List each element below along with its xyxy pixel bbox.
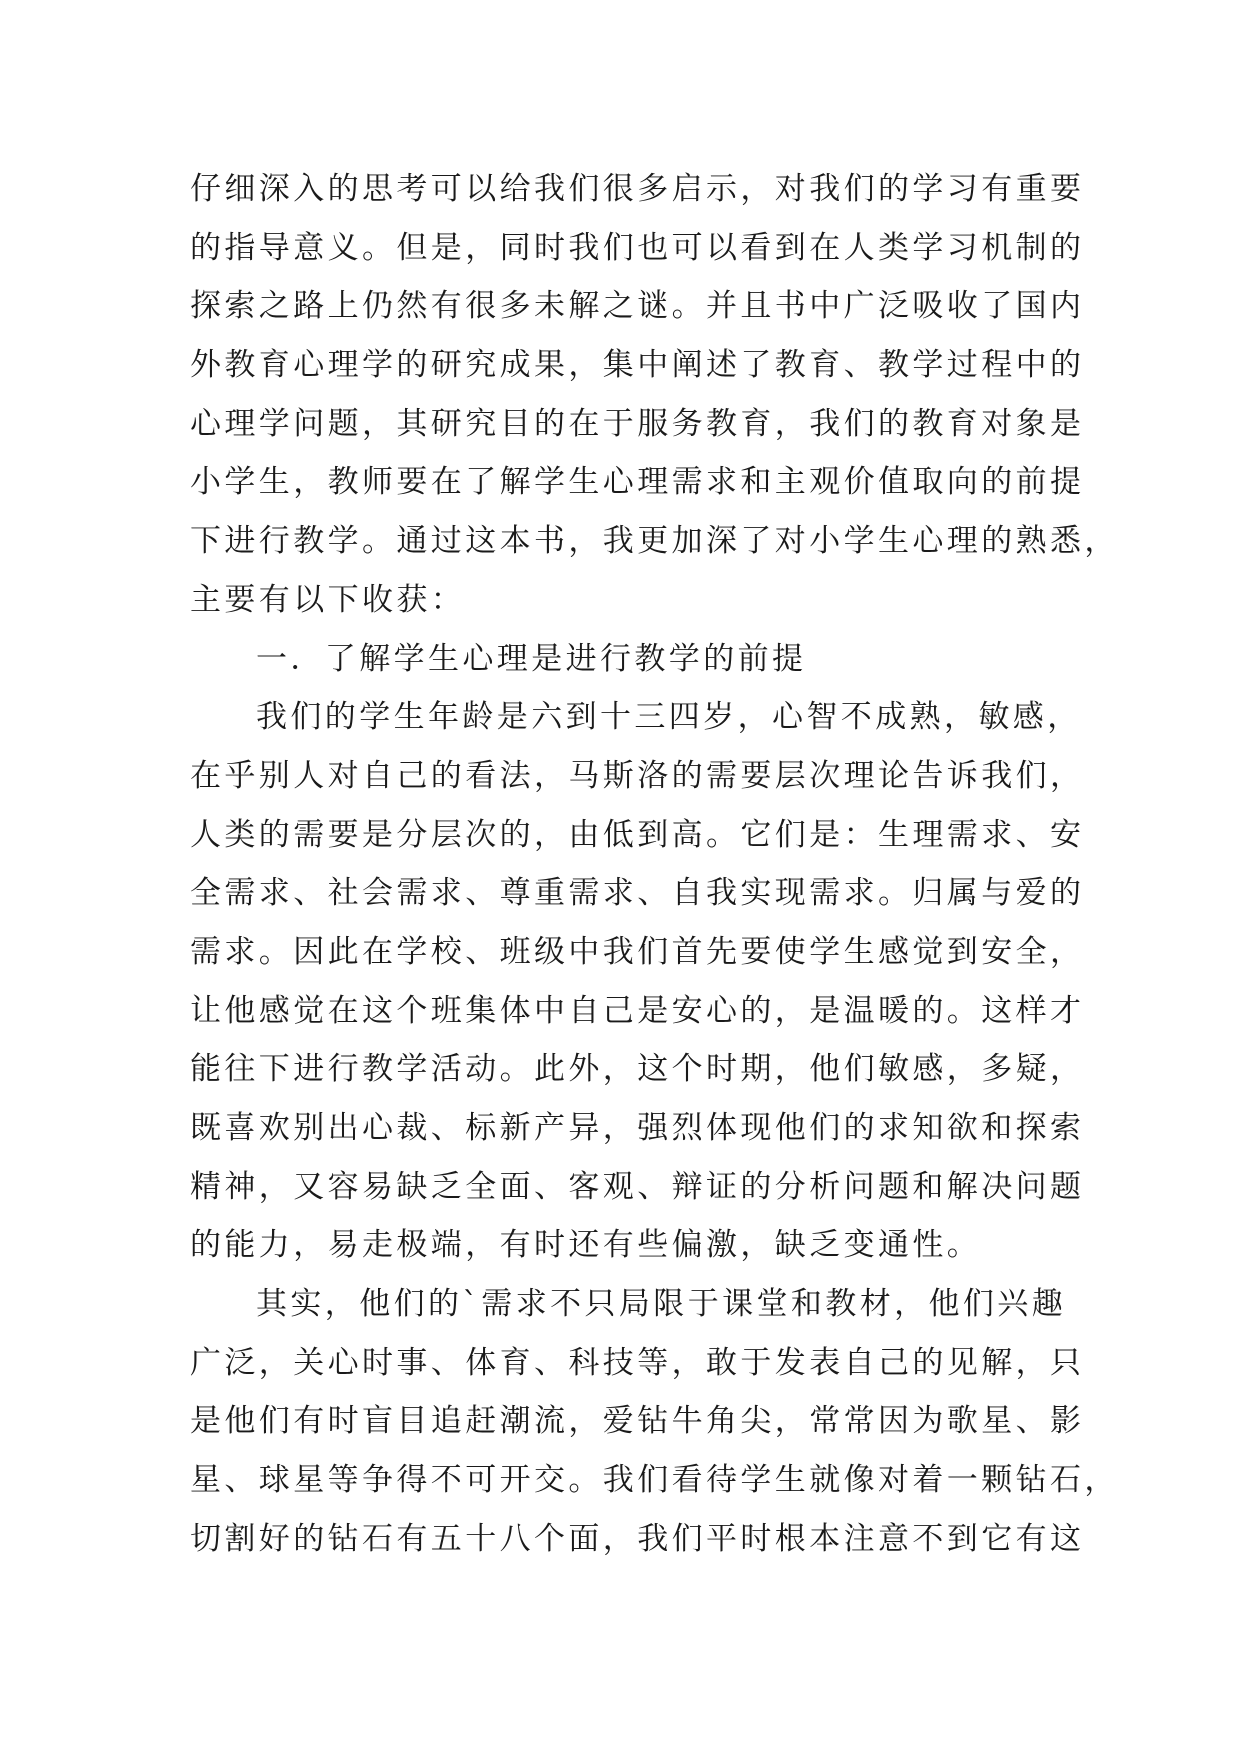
text-line: 是他们有时盲目追赶潮流，爱钻牛角尖，常常因为歌星、影 [190, 1403, 1085, 1440]
text-line: 需求。因此在学校、班级中我们首先要使学生感觉到安全， [190, 933, 1085, 970]
text-line: 在乎别人对自己的看法，马斯洛的需要层次理论告诉我们， [190, 757, 1085, 794]
text-line: 的能力，易走极端，有时还有些偏激，缺乏变通性。 [190, 1227, 982, 1264]
text-line: 让他感觉在这个班集体中自己是安心的，是温暖的。这样才 [190, 992, 1085, 1029]
text-line: 人类的需要是分层次的，由低到高。它们是：生理需求、安 [190, 816, 1085, 853]
text-line: 全需求、社会需求、尊重需求、自我实现需求。归属与爱的 [190, 875, 1085, 912]
text-line: 心理学问题，其研究目的在于服务教育，我们的教育对象是 [190, 405, 1085, 442]
text-line: 我们的学生年龄是六到十三四岁，心智不成熟，敏感， [256, 699, 1082, 736]
text-line: 探索之路上仍然有很多未解之谜。并且书中广泛吸收了国内 [190, 288, 1085, 325]
text-line: 广泛，关心时事、体育、科技等，敢于发表自己的见解，只 [190, 1344, 1085, 1381]
text-line: 下进行教学。通过这本书，我更加深了对小学生心理的熟悉， [190, 523, 1119, 560]
text-line: 其实，他们的`需求不只局限于课堂和教材，他们兴趣 [256, 1286, 1067, 1323]
text-line: 既喜欢别出心裁、标新产异，强烈体现他们的求知欲和探索 [190, 1110, 1085, 1146]
text-line: 切割好的钻石有五十八个面，我们平时根本注意不到它有这 [190, 1520, 1085, 1557]
text-line: 主要有以下收获： [190, 581, 466, 618]
text-line: 能往下进行教学活动。此外，这个时期，他们敏感，多疑， [190, 1051, 1085, 1088]
text-line: 仔细深入的思考可以给我们很多启示，对我们的学习有重要 [190, 171, 1085, 207]
text-line: 外教育心理学的研究成果，集中阐述了教育、教学过程中的 [190, 347, 1085, 384]
section-heading: 一．了解学生心理是进行教学的前提 [256, 640, 807, 677]
text-line: 的指导意义。但是，同时我们也可以看到在人类学习机制的 [190, 229, 1085, 266]
text-line: 精神，又容易缺乏全面、客观、辩证的分析问题和解决问题 [190, 1168, 1085, 1205]
body-text [190, 160, 1119, 1569]
text-line: 星、球星等争得不可开交。我们看待学生就像对着一颗钻石， [190, 1462, 1119, 1499]
text-line: 小学生，教师要在了解学生心理需求和主观价值取向的前提 [190, 464, 1085, 501]
